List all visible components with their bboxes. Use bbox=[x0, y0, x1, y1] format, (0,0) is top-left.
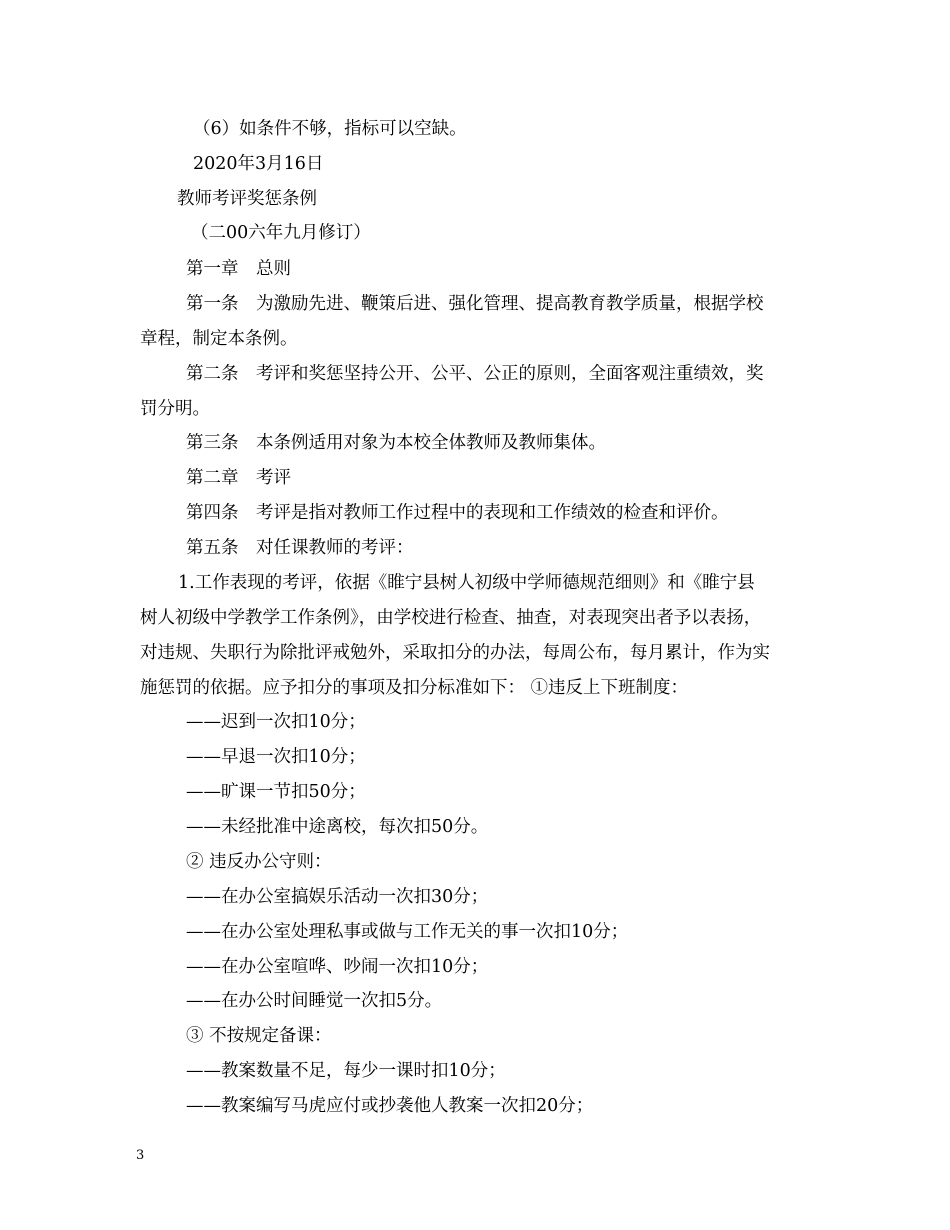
list-item: ——在办公时间睡觉一次扣5分。 bbox=[186, 991, 443, 1011]
text-line: 第二条 考评和奖惩坚持公开、公平、公正的原则，全面客观注重绩效，奖 bbox=[186, 364, 764, 384]
list-item: ——在办公室处理私事或做与工作无关的事一次扣10分； bbox=[186, 922, 629, 942]
text-line: 第五条 对任课教师的考评： bbox=[186, 538, 414, 558]
list-item: ——迟到一次扣10分； bbox=[186, 712, 366, 732]
chapter-heading: 第一章 总则 bbox=[186, 259, 291, 279]
list-item: ——未经批准中途离校，每次扣50分。 bbox=[186, 817, 489, 837]
list-item: ——在办公室搞娱乐活动一次扣30分； bbox=[186, 887, 489, 907]
date-line: 2020年3月16日 bbox=[193, 154, 324, 174]
chapter-heading: 第二章 考评 bbox=[186, 468, 291, 488]
text-line: 章程，制定本条例。 bbox=[140, 329, 298, 349]
revision-note: （二00六年九月修订） bbox=[191, 223, 371, 243]
text-line: （6）如条件不够，指标可以空缺。 bbox=[193, 119, 467, 139]
text-line: ③ 不按规定备课： bbox=[186, 1026, 332, 1046]
list-item: ——早退一次扣10分； bbox=[186, 747, 366, 767]
text-line: 对违规、失职行为除批评戒勉外，采取扣分的办法，每周公布，每月累计，作为实 bbox=[140, 643, 770, 663]
document-title: 教师考评奖惩条例 bbox=[177, 189, 317, 209]
text-line: 1.工作表现的考评，依据《睢宁县树人初级中学师德规范细则》和《睢宁县 bbox=[178, 573, 755, 593]
list-item: ——旷课一节扣50分； bbox=[186, 782, 366, 802]
list-item: ——教案编写马虎应付或抄袭他人教案一次扣20分； bbox=[186, 1096, 594, 1116]
text-line: 第四条 考评是指对教师工作过程中的表现和工作绩效的检查和评价。 bbox=[186, 503, 729, 523]
list-item: ——在办公室喧哗、吵闹一次扣10分； bbox=[186, 957, 489, 977]
text-line: ② 违反办公守则： bbox=[186, 852, 332, 872]
text-line: 罚分明。 bbox=[140, 399, 210, 419]
text-line: 施惩罚的依据。应予扣分的事项及扣分标准如下： ①违反上下班制度： bbox=[140, 678, 689, 698]
text-line: 第一条 为激励先进、鞭策后进、强化管理、提高教育教学质量，根据学校 bbox=[186, 294, 764, 314]
text-line: 第三条 本条例适用对象为本校全体教师及教师集体。 bbox=[186, 433, 606, 453]
list-item: ——教案数量不足，每少一课时扣10分； bbox=[186, 1061, 506, 1081]
text-line: 树人初级中学教学工作条例》，由学校进行检查、抽查，对表现突出者予以表扬， bbox=[140, 608, 762, 628]
page-number: 3 bbox=[136, 1148, 145, 1163]
